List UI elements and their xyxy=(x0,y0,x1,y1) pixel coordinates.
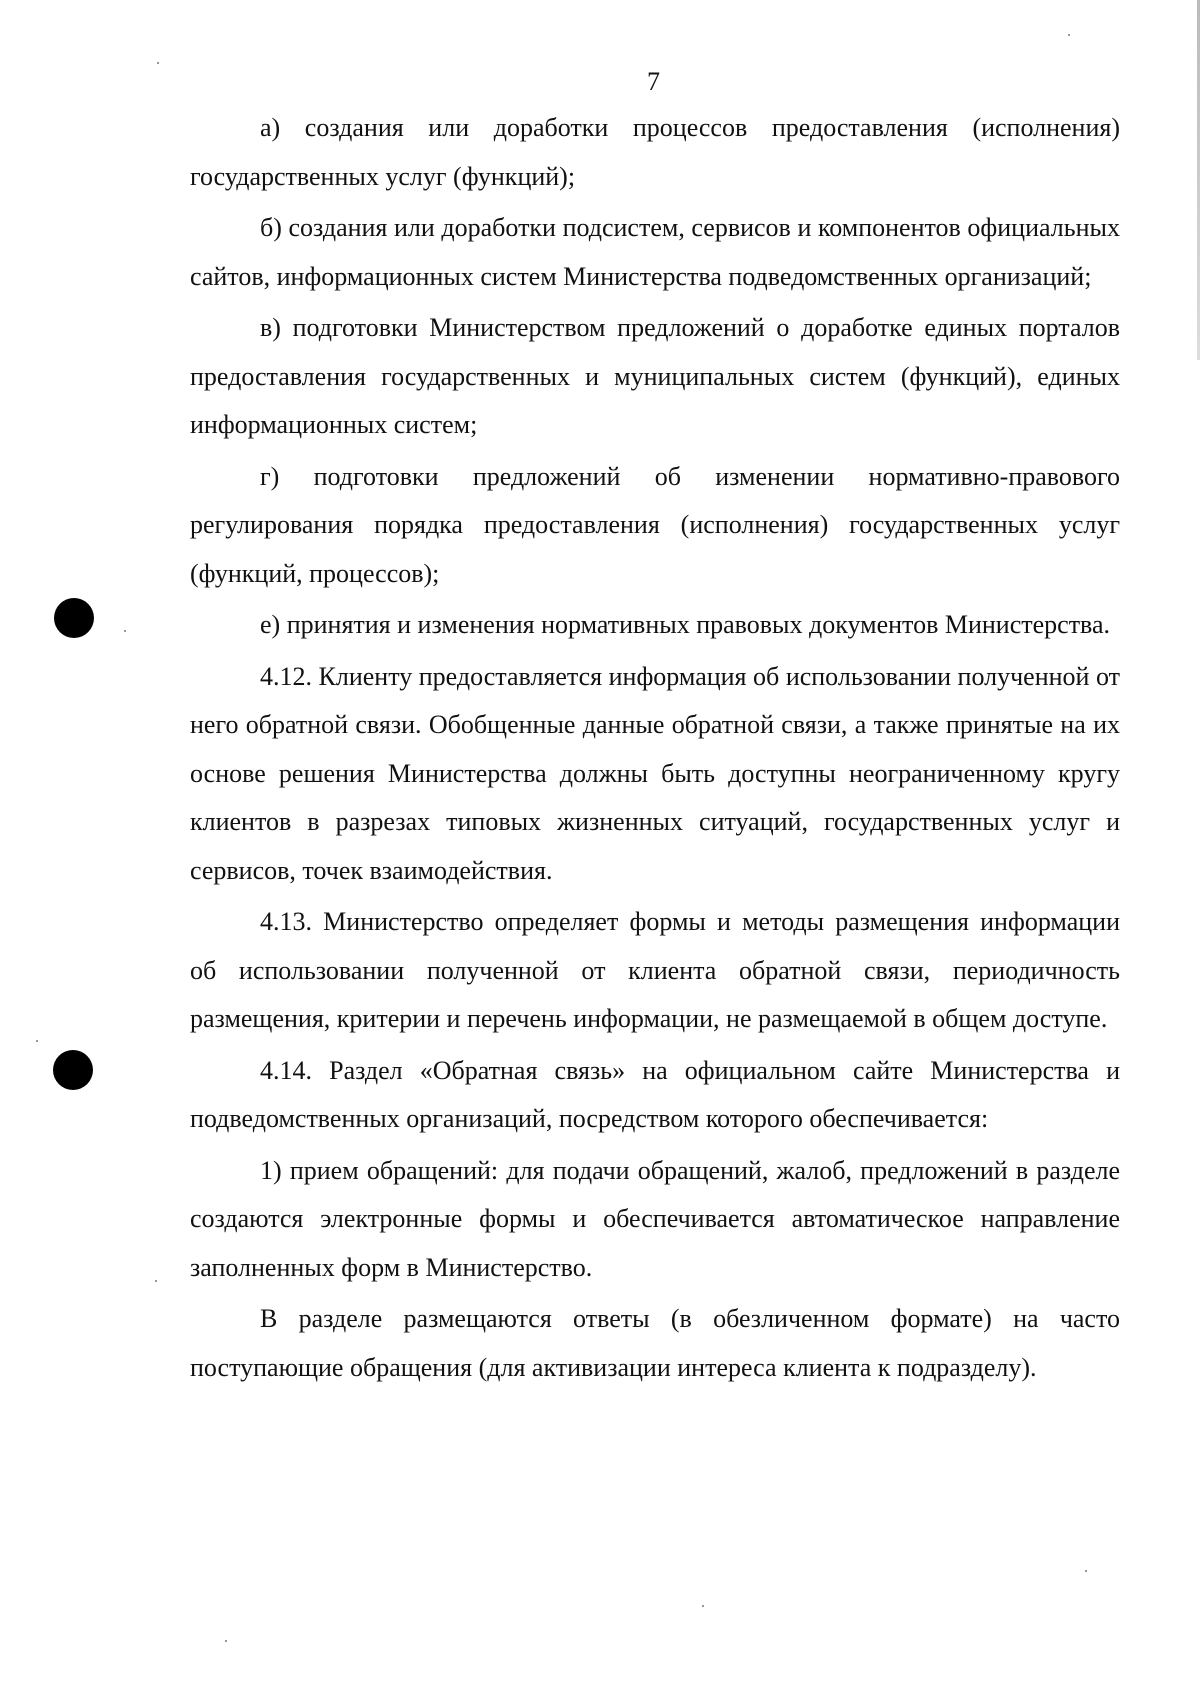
paragraph-4-12: 4.12. Клиенту предоставляется информация об использовании полученной от него обратной связи. Обобщенные данные обратной связи, а также принятые на их основе решения Министерства должны быть доступны неограниченному кругу клиентов в разрезах типовых жизненных ситуаций, государственных услуг и сервисов, точек взаимодействия. xyxy=(190,661,1120,885)
paragraph-item-a: а) создания или доработки процессов предоставления (исполнения) государственных услуг (функций); xyxy=(190,113,1120,191)
paragraph-item-b: б) создания или доработки подсистем, сервисов и компонентов официальных сайтов, информационных систем Министерства подведомственных организаций; xyxy=(190,213,1120,291)
paragraph-item-1: 1) прием обращений: для подачи обращений, жалоб, предложений в разделе создаются электронные формы и обеспечивается автоматическое направление заполненных форм в Министерство. xyxy=(190,1155,1120,1282)
document-body xyxy=(190,104,1120,1392)
scan-speck xyxy=(702,1605,704,1607)
paragraph-item-e: е) принятия и изменения нормативных правовых документов Министерства. xyxy=(260,610,1111,639)
scan-speck xyxy=(225,1640,227,1642)
hole-punch-mark xyxy=(53,1050,93,1090)
scan-speck xyxy=(36,1040,38,1042)
hole-punch-mark xyxy=(54,598,94,638)
paragraph-faq-answers: В разделе размещаются ответы (в обезличенном формате) на часто поступающие обращения (для активизации интереса клиента к подразделу). xyxy=(190,1304,1120,1382)
scan-speck xyxy=(124,630,126,632)
paragraph-item-v: в) подготовки Министерством предложений о доработке единых порталов предоставления государственных и муниципальных систем (функций), единых информационных систем; xyxy=(190,313,1120,439)
scan-speck xyxy=(1085,1570,1087,1572)
page-number: 7 xyxy=(647,67,660,96)
paragraph-item-g: г) подготовки предложений об изменении нормативно-правового регулирования порядка предоставления (исполнения) государственных услуг (функций, процессов); xyxy=(190,461,1120,588)
scan-speck xyxy=(155,1280,157,1282)
scan-speck xyxy=(1068,34,1070,36)
paragraph-4-13: 4.13. Министерство определяет формы и методы размещения информации об использовании полученной от клиента обратной связи, периодичность размещения, критерии и перечень информации, не размещаемой в общем доступе. xyxy=(190,907,1120,1033)
paragraph-4-14: 4.14. Раздел «Обратная связь» на официальном сайте Министерства и подведомственных организаций, посредством которого обеспечивается: xyxy=(190,1055,1120,1133)
scan-speck xyxy=(157,62,159,64)
